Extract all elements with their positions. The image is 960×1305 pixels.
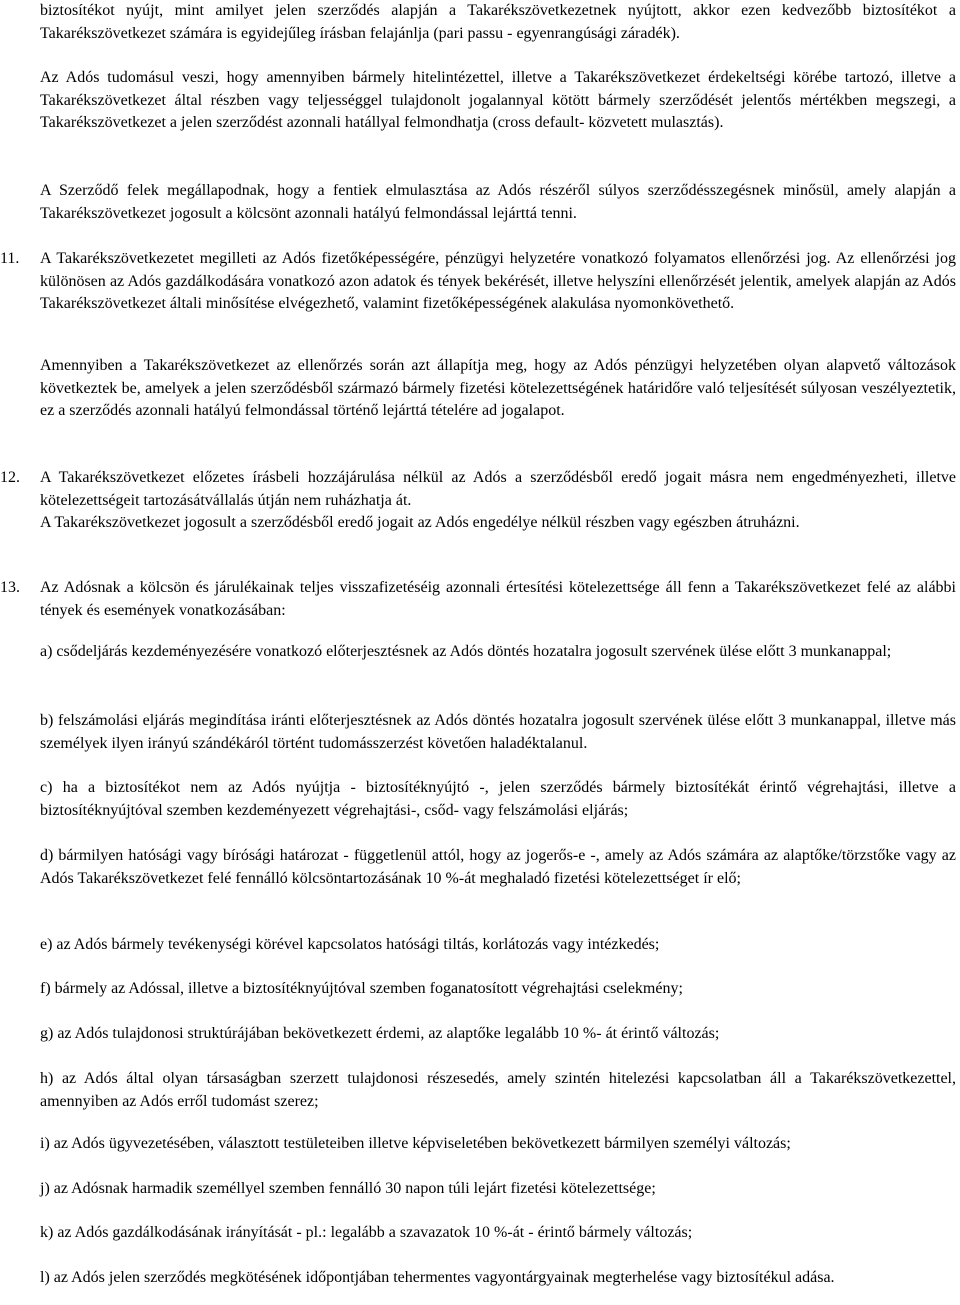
- list-item-f: f) bármely az Adóssal, illetve a biztosítéknyújtóval szemben foganatosított végrehajtási cselekmény;: [40, 980, 683, 997]
- section-number: 11.: [0, 250, 20, 267]
- list-item-l: l) az Adós jelen szerződés megkötésének időpontjában tehermentes vagyontárgyainak megterhelése vagy biztosítékul adása.: [40, 1269, 835, 1286]
- list-item-k: k) az Adós gazdálkodásának irányítását - pl.: legalább a szavazatok 10 %-át - érintő bármely változás;: [40, 1224, 693, 1241]
- section-11-text: A Takarékszövetkezetet megilleti az Adós fizetőképességére, pénzügyi helyzetére vonatkozó folyamatos ellenőrzési jog. Az ellenőrzési jog különösen az Adós gazdálkodására vonatkozó azon adatok és tények bekérését, illetve helyszíni ellenőrzését jelentik, amelyek alapján az Adós Takarékszövetkezet általi minősítése elvégezhető, valamint fizetőképességének alakulása nyomonkövethető.: [40, 250, 956, 313]
- list-item-d: d) bármilyen hatósági vagy bírósági határozat - függetlenül attól, hogy az jogerős-e -, amely az Adós számára az alaptőke/törzstőke vagy az Adós Takarékszövetkezet felé fennálló kölcsöntartozásának 10 %-át meghaladó fizetési kötelezettséget ír elő;: [40, 847, 956, 887]
- section-number: 13.: [0, 579, 20, 596]
- list-item-a: a) csődeljárás kezdeményezésére vonatkozó előterjesztésnek az Adós döntés hozatalra jogosult szervének ülése előtt 3 munkanappal;: [40, 643, 892, 660]
- section-11: [0, 248, 956, 316]
- section-13: [0, 577, 956, 622]
- list-item-i: i) az Adós ügyvezetésében, választott testületeiben illetve képviseletében bekövetkezett bármilyen személyi változás;: [40, 1135, 791, 1152]
- list-item-h: h) az Adós által olyan társaságban szerzett tulajdonosi részesedés, amely szintén hitelezési kapcsolatban áll a Takarékszövetkezettel, amennyiben az Adós erről tudomást szerez;: [40, 1070, 956, 1110]
- paragraph-breach: A Szerződő felek megállapodnak, hogy a fentiek elmulasztása az Adós részéről súlyos szerződésszegésnek minősül, amely alapján a Takarékszövetkezet jogosult a kölcsönt azonnali hatályú felmondással lejárttá tenni.: [40, 182, 956, 222]
- list-item-b: b) felszámolási eljárás megindítása iránti előterjesztésnek az Adós döntés hozatalra jogosult szervének ülése előtt 3 munkanappal, illetve más személyek ilyen irányú szándékáról történt tudomásszerzést követően haladéktalanul.: [40, 712, 956, 752]
- section-12-text-a: A Takarékszövetkezet előzetes írásbeli hozzájárulása nélkül az Adós a szerződésből eredő jogait másra nem engedményezheti, illetve kötelezettségeit tartozásátvállalás útján nem ruházhatja át.: [40, 469, 956, 509]
- list-item-j: j) az Adósnak harmadik személlyel szemben fennálló 30 napon túli lejárt fizetési kötelezettsége;: [40, 1180, 656, 1197]
- list-item-e: e) az Adós bármely tevékenységi körével kapcsolatos hatósági tiltás, korlátozás vagy intézkedés;: [40, 936, 660, 953]
- list-item-c: c) ha a biztosítékot nem az Adós nyújtja - biztosítéknyújtó -, jelen szerződés bármely biztosítékát érintő végrehajtási, illetve a biztosítéknyújtóval szemben kezdeményezett végrehajtási-, csőd- vagy felszámolási eljárás;: [40, 779, 956, 819]
- section-number: 12.: [0, 469, 20, 486]
- section-12-text-b: A Takarékszövetkezet jogosult a szerződésből eredő jogait az Adós engedélye nélkül részben vagy egészben átruházni.: [40, 514, 800, 532]
- paragraph-cross-default: Az Adós tudomásul veszi, hogy amennyiben bármely hitelintézettel, illetve a Takarékszövetkezet érdekeltségi körébe tartozó, illetve a Takarékszövetkezet által részben vagy teljességgel tulajdonolt jogalannyal kötött bármely szerződését jelentős mértékben megszegi, a Takarékszövetkezet a jelen szerződést azonnali hatállyal felmondhatja (cross default- közvetett mulasztás).: [40, 69, 956, 132]
- section-12: [0, 467, 956, 535]
- list-item-g: g) az Adós tulajdonosi struktúrájában bekövetkezett érdemi, az alaptőke legalább 10 %- át érintő változás;: [40, 1025, 720, 1042]
- paragraph-pari-passu: biztosítékot nyújt, mint amilyet jelen szerződés alapján a Takarékszövetkezetnek nyújtott, akkor ezen kedvezőbb biztosítékot a Takarékszövetkezet számára is egyidejűleg írásban felajánlja (pari passu - egyenrangúsági záradék).: [40, 2, 956, 42]
- section-13-text: Az Adósnak a kölcsön és járulékainak teljes visszafizetéséig azonnali értesítési kötelezettsége áll fenn a Takarékszövetkezet felé az alábbi tények és események vonatkozásában:: [40, 579, 956, 619]
- paragraph-financial-change: Amennyiben a Takarékszövetkezet az ellenőrzés során azt állapítja meg, hogy az Adós pénzügyi helyzetében olyan alapvető változások következtek be, amelyek a jelen szerződésből származó bármely fizetési kötelezettségének határidőre való teljesítését súlyosan veszélyeztetik, ez a szerződés azonnali hatályú felmondással történő lejárttá tételére ad jogalapot.: [40, 357, 956, 420]
